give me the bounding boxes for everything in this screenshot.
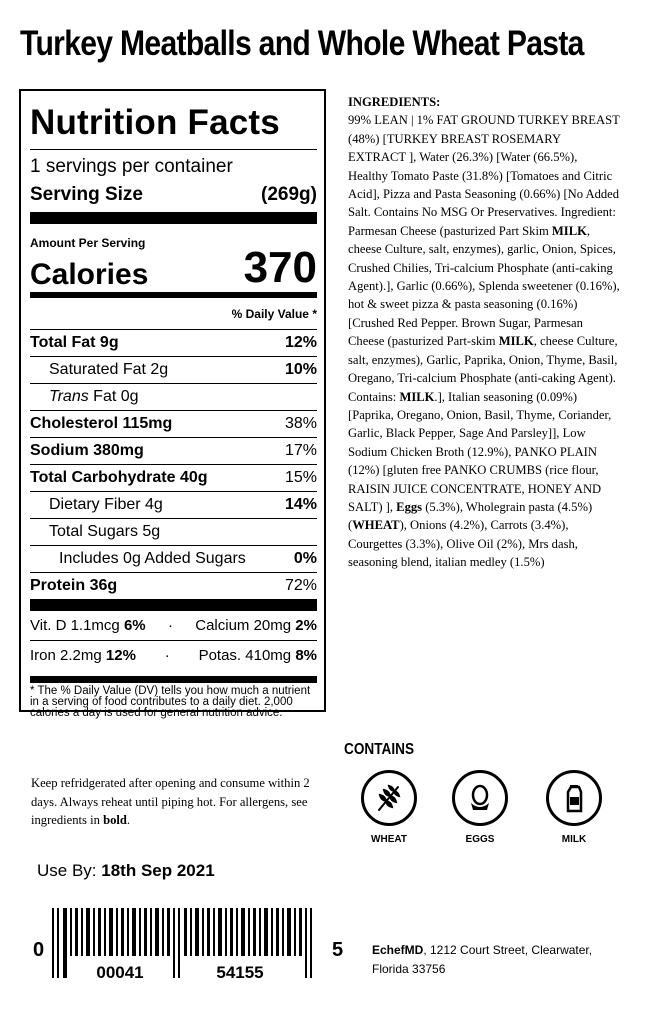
nutrient-dv: 0% xyxy=(293,550,317,567)
allergen-wheat xyxy=(354,770,424,845)
nutrient-label: Cholesterol 115mg xyxy=(30,415,173,432)
vitamin-dv: 12% xyxy=(105,647,136,664)
barcode-group-1: 00041 xyxy=(96,963,144,982)
divider xyxy=(30,149,317,150)
amount-per-serving: Amount Per Serving xyxy=(30,236,146,250)
ingredients-text xyxy=(348,111,620,571)
nutrient-row xyxy=(30,464,317,491)
nutrient-row xyxy=(30,410,317,437)
address-line-2: Florida 33756 xyxy=(372,962,446,976)
nutrient-dv: 17% xyxy=(284,442,317,459)
allergen-label: MILK xyxy=(561,834,587,845)
nutrient-row xyxy=(30,437,317,464)
vitamin-name: Iron 2.2mg xyxy=(30,647,102,664)
nutrient-dv: 38% xyxy=(284,415,317,432)
nutrient-label: Fat 0g xyxy=(88,388,139,405)
nutrient-row xyxy=(30,491,317,518)
vitamin-dv: 2% xyxy=(295,617,317,634)
nutrient-row xyxy=(30,572,317,599)
vitamin-name: Potas. 410mg xyxy=(198,647,292,664)
serving-size-label: Serving Size xyxy=(30,184,143,205)
wheat-icon xyxy=(361,770,417,826)
allergen-bold: WHEAT xyxy=(352,518,400,533)
nutrient-label-italic: Trans xyxy=(49,388,89,405)
serving-size-value: (269g) xyxy=(261,184,317,205)
nutrient-label: Protein 36g xyxy=(30,577,118,594)
barcode-bars xyxy=(52,908,312,978)
ingredients-segment: , cheese Culture, salt, enzymes), garlic, Onion, Spices, Crushed Chilies, Tri-calcium Phosphate (anti-caking Agent).], Garlic (0.66%), Splenda sweetener (0.16%), hot & sweet pizza & pasta seasoning (0.16%) [Crushed Red Pepper. Brown Sugar, Parmesan Cheese (pasturized Part-skim xyxy=(348,223,620,349)
nutrient-dv: 72% xyxy=(284,577,317,594)
nutrition-facts-heading: Nutrition Facts xyxy=(30,103,280,142)
vitamin-dv: 6% xyxy=(123,617,146,634)
vitamin-dv: 8% xyxy=(295,647,317,664)
barcode-left-digit: 0 xyxy=(33,939,45,961)
nutrient-row xyxy=(30,330,317,356)
vitamin-row xyxy=(30,640,317,670)
nutrient-row xyxy=(30,518,317,545)
nutrient-row xyxy=(30,545,317,572)
nutrient-dv: 14% xyxy=(284,496,317,513)
nutrient-dv: 12% xyxy=(284,334,317,351)
calories-row xyxy=(30,244,317,292)
allergen-label: EGGS xyxy=(465,834,495,845)
nutrition-facts-panel xyxy=(19,89,326,719)
separator-dot: · xyxy=(167,617,173,634)
ingredients-segment: 99% LEAN | 1% FAT GROUND TURKEY BREAST (48%) [TURKEY BREAST ROSEMARY EXTRACT ], Water (26.3%) [Water (66.5%), Healthy Tomato Paste (31.8%) [Tomatoes and Citric Acid], Pizza and Pasta Seasoning (0.66%) [No Added Salt. Contains No MSG Or Preservatives. Ingredient: Parmesan Cheese (pasturized Part Skim xyxy=(348,113,620,238)
serving-size xyxy=(30,184,317,206)
allergen-bold: Eggs xyxy=(396,499,423,514)
nutrient-label: Total Carbohydrate 40g xyxy=(30,469,208,486)
daily-value-footnote: * The % Daily Value (DV) tells you how much a nutrient in a serving of food contributes to a daily diet. 2,000 calories a day is used for general nutrition advice. xyxy=(30,676,317,719)
nutrient-label: Sodium 380mg xyxy=(30,442,144,459)
storage-end: . xyxy=(126,813,131,827)
nutrient-label: Total Fat 9g xyxy=(30,334,119,351)
divider-thick xyxy=(30,212,317,224)
allergen-bold: MILK xyxy=(551,223,587,238)
separator-dot: · xyxy=(164,647,170,664)
daily-value-header: % Daily Value * xyxy=(30,300,317,330)
ingredients-heading: INGREDIENTS: xyxy=(348,95,441,109)
allergen-bold: MILK xyxy=(498,334,534,349)
company-name: EchefMD xyxy=(372,943,424,957)
address-line-1: , 1212 Court Street, Clearwater, xyxy=(423,943,593,957)
use-by xyxy=(37,861,215,881)
ingredients-block xyxy=(348,93,620,572)
storage-text: Keep refridgerated after opening and consume within 2 days. Always reheat until piping hot. For allergens, see ingredients in xyxy=(31,776,310,827)
vitamin-row xyxy=(30,611,317,640)
vitamin-name: Vit. D 1.1mcg xyxy=(30,617,120,634)
manufacturer-address xyxy=(372,941,592,979)
product-title: Turkey Meatballs and Whole Wheat Pasta xyxy=(20,24,584,63)
divider-thick xyxy=(30,599,317,611)
allergen-bold: MILK xyxy=(399,389,435,404)
servings-per-container: 1 servings per container xyxy=(30,156,233,177)
barcode-right-digit: 5 xyxy=(332,939,344,961)
nutrient-label: Dietary Fiber 4g xyxy=(49,496,163,513)
barcode-group-2: 54155 xyxy=(216,963,264,982)
nutrient-rows xyxy=(30,330,317,599)
ingredients-segment: .], Italian seasoning (0.09%) [Paprika, Oregano, Onion, Basil, Thyme, Coriander, Garlic, Black Pepper, Sage And Parsley]], Low Sodium Chicken Broth (12.9%), PANKO PLAIN (12%) [gluten free PANKO CRUMBS (rice flour, RAISIN JUICE CONCENTRATE, HONEY AND SALT) ], xyxy=(348,389,612,514)
nutrient-row xyxy=(30,356,317,383)
nutrient-label: Includes 0g Added Sugars xyxy=(59,550,246,567)
nutrient-dv: 10% xyxy=(284,361,317,378)
egg-icon xyxy=(452,770,508,826)
calories-label: Calories xyxy=(30,258,149,291)
allergen-eggs xyxy=(445,770,515,845)
ingredients-segment: (5.3%), Wholegrain pasta (4.5%) ( xyxy=(348,499,593,533)
ingredients-segment: ), Onions (4.2%), Carrots (3.4%), Courgettes (3.3%), Olive Oil (2%), Mrs dash, seasoning blend, italian medley (1.5%) xyxy=(348,518,578,570)
contains-heading: CONTAINS xyxy=(344,741,415,758)
allergen-label: WHEAT xyxy=(371,834,407,845)
storage-instructions xyxy=(31,774,326,830)
nutrient-label: Total Sugars 5g xyxy=(49,523,161,540)
nutrient-row xyxy=(30,383,317,410)
allergen-milk xyxy=(539,770,609,845)
barcode xyxy=(30,908,350,990)
nutrient-label: Saturated Fat 2g xyxy=(49,361,169,378)
vitamin-name: Calcium 20mg xyxy=(195,617,292,634)
calories-value: 370 xyxy=(243,243,317,292)
milk-carton-icon xyxy=(546,770,602,826)
storage-bold-word: bold xyxy=(103,813,127,827)
ingredients-segment: , cheese Culture, salt, enzymes), Garlic, Paprika, Onion, Thyme, Basil, Oregano, Tri-calcium Phosphate (anti-caking Agent). Contains: xyxy=(348,334,618,404)
use-by-date: 18th Sep 2021 xyxy=(101,861,215,880)
nutrient-dv: 15% xyxy=(284,469,317,486)
divider-medium xyxy=(30,292,317,298)
use-by-label: Use By: xyxy=(37,861,97,880)
